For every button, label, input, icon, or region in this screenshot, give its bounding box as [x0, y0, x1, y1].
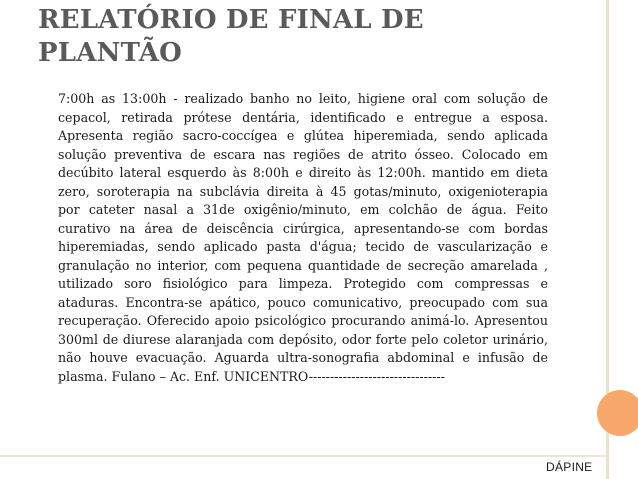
report-body-text: 7:00h as 13:00h - realizado banho no leito, higiene oral com solução de cepacol, retirada prótese dentária, identificado e entregue a esposa. Apresenta região sacro-coccígea e glútea hiperemiada, sendo aplicada solução preventiva de escara nas regiões de atrito ósseo. Colocado em decúbito lateral esquerdo às 8:00h e direito às 12:00h. mantido em dieta zero, soroterapia na subclávia direita à 45 gotas/minuto, oxigenioterapia por cateter nasal a 31de oxigênio/minuto, em colchão de água. Feito curativo na área de deiscência cirúrgica, apresentando-se com bordas hiperemiadas, sendo aplicado pasta d'água; tecido de vascularização e granulação no interior, com pequena quantidade de secreção amarelada , utilizado soro fisiológico para limpeza. Protegido com compressas e ataduras. Encontra-se apático, pouco comunicativo, preocupado com sua recuperação. Oferecido apoio psicológico procurando animá-lo. Apresentou 300ml de diurese alaranjada com depósito, odor forte pelo coletor urinário, não houve evacuação. Aguarda ultra-sonografia abdominal e infusão de plasma. Fulano – Ac. Enf. UNICENTRO--------------------------------: [58, 91, 548, 384]
footer-author-label: DÁPINE: [546, 460, 593, 474]
decorative-orange-circle: [597, 390, 638, 436]
slide-title: RELATÓRIO DE FINAL DE PLANTÃO: [38, 5, 424, 68]
slide-frame-bottom-border: [0, 455, 609, 457]
